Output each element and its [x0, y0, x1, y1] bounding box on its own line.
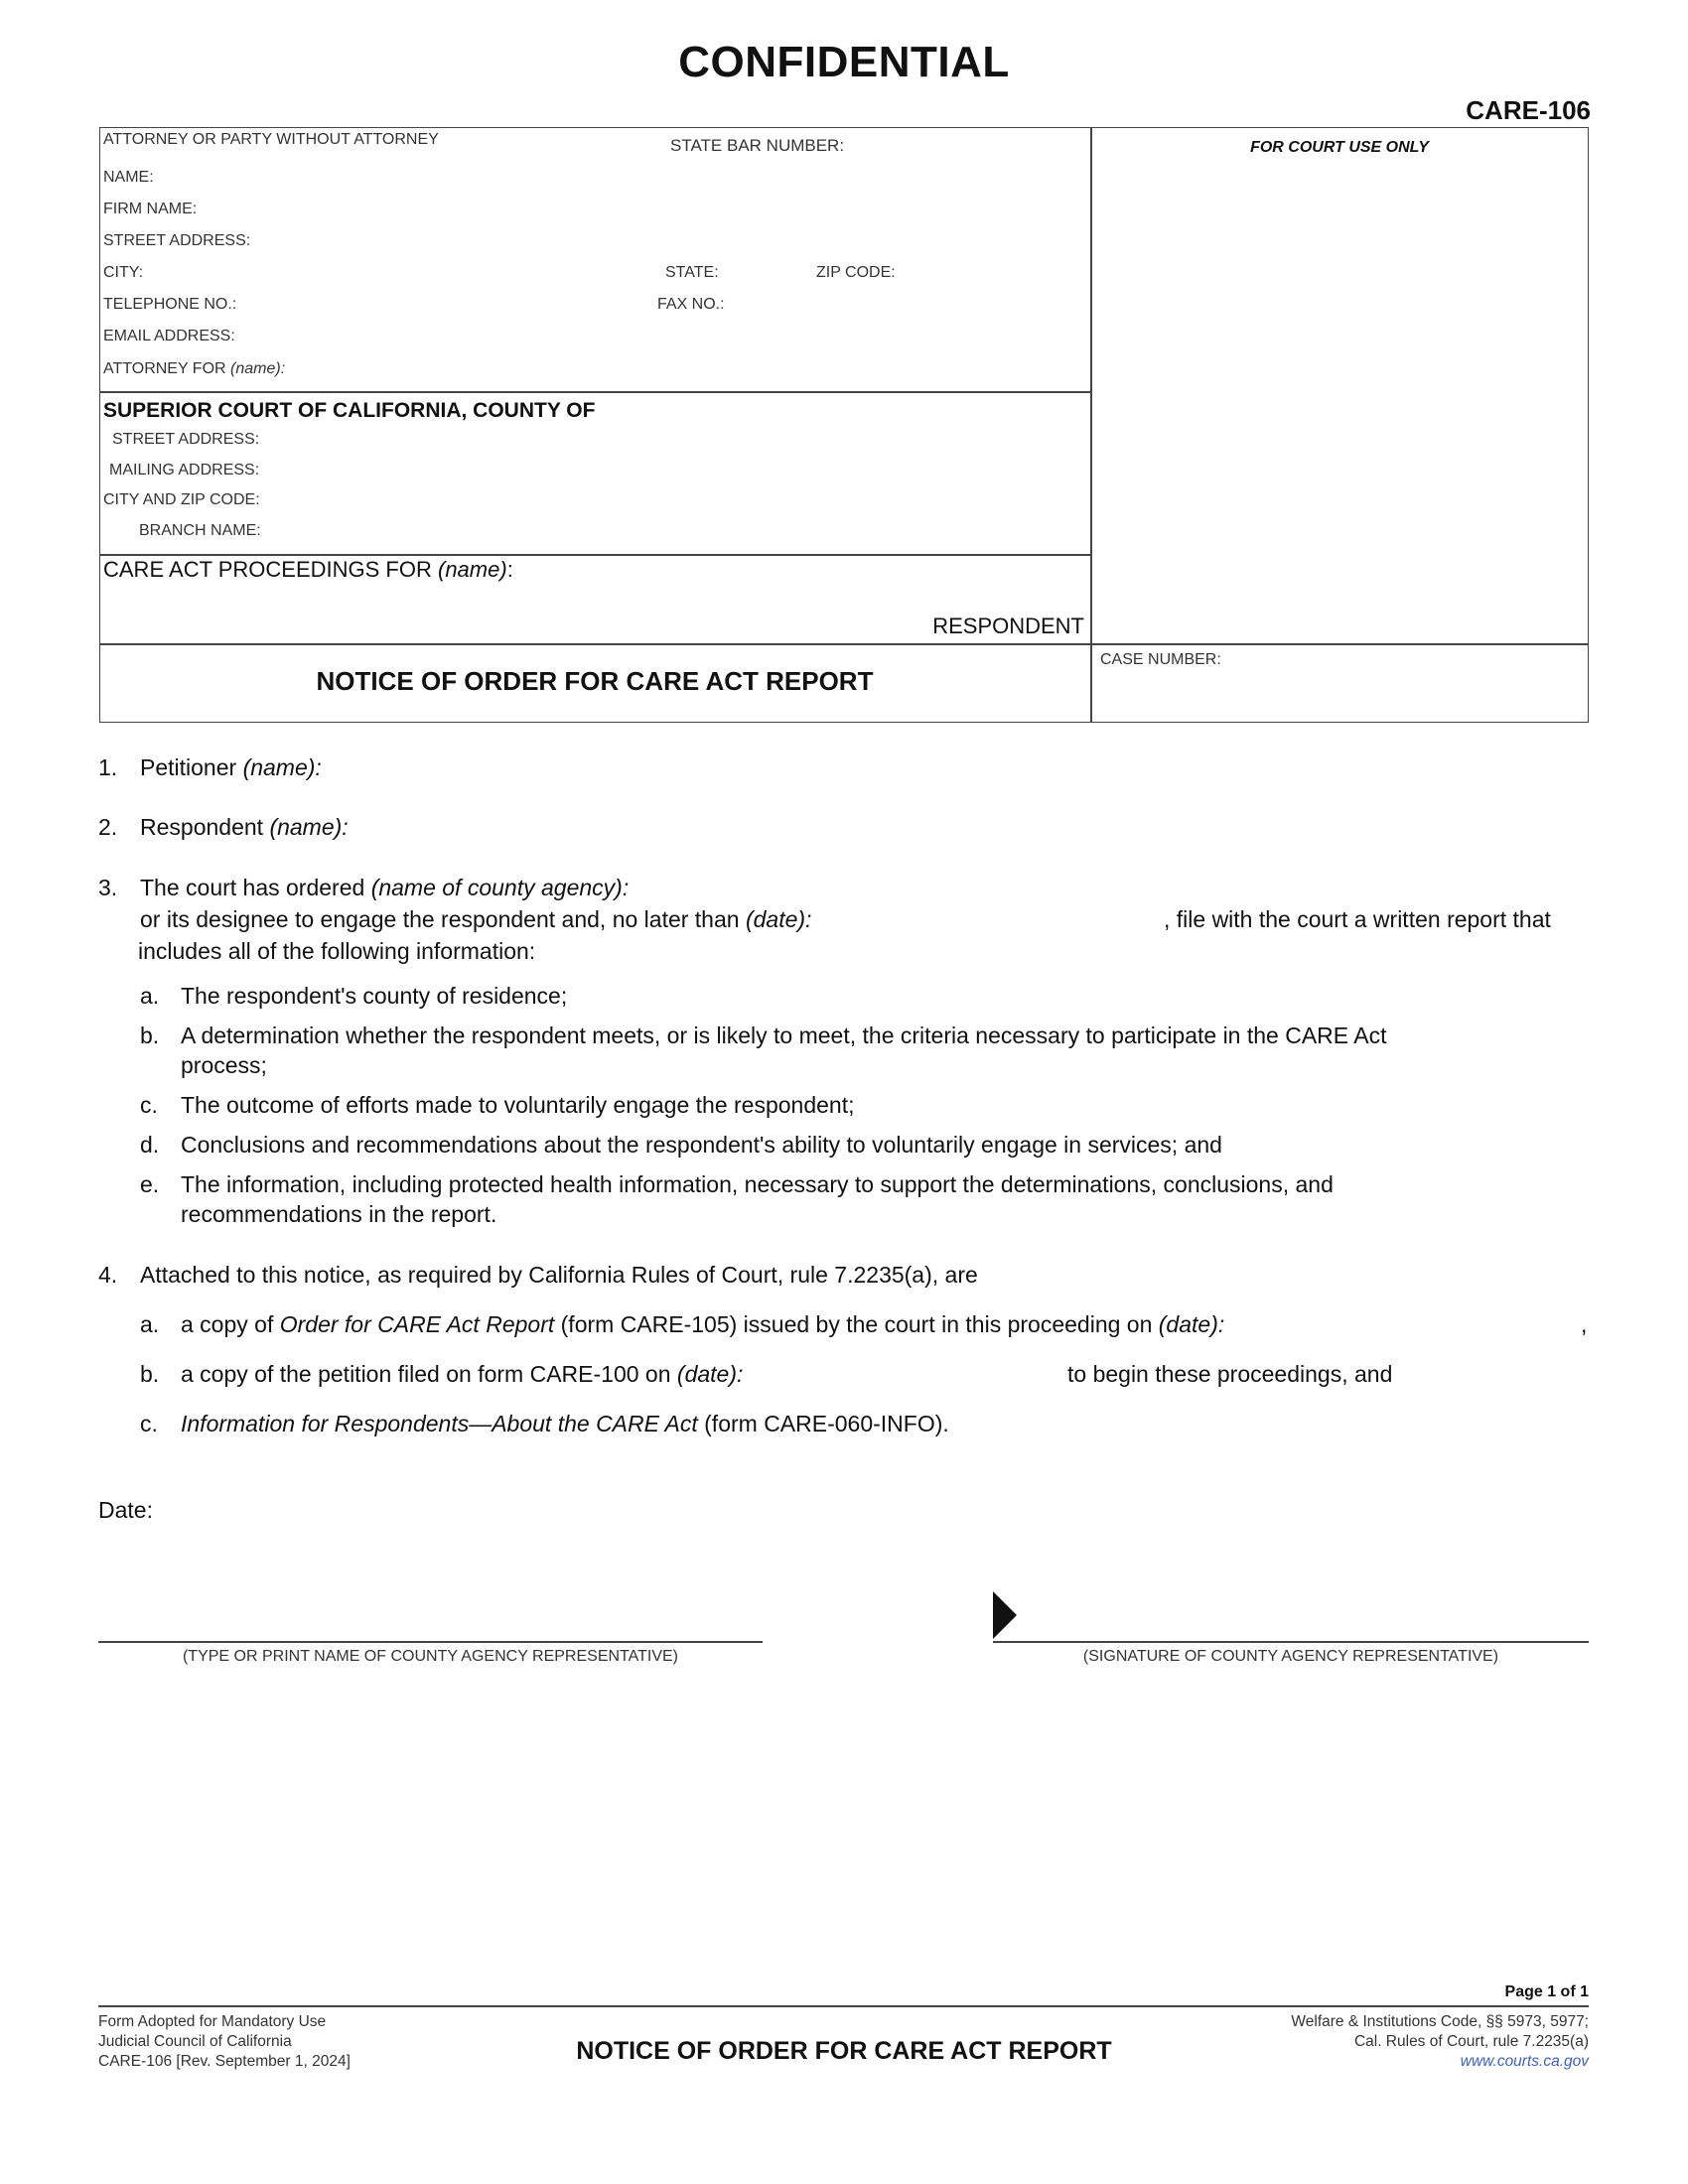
item-3c-letter: c. [140, 1092, 158, 1118]
attorney-for-hint: (name): [230, 360, 286, 377]
signature-caption: (SIGNATURE OF COUNTY AGENCY REPRESENTATIVE) [1082, 1648, 1499, 1665]
proceedings-colon: : [506, 557, 513, 582]
proceedings-label: CARE ACT PROCEEDINGS FOR [103, 557, 432, 582]
item-2 [140, 814, 349, 841]
item-4-number: 4. [98, 1262, 118, 1288]
email-label: EMAIL ADDRESS: [103, 328, 235, 344]
footer-right [1291, 2012, 1589, 2072]
footer-rule [98, 2005, 1589, 2007]
telephone-label: TELEPHONE NO.: [103, 296, 237, 313]
item-3e-text-1: The information, including protected health information, necessary to support the determinations, conclusions, and [181, 1171, 1334, 1197]
item-3b-text-1: A determination whether the respondent meets, or is likely to meet, the criteria necessary to participate in the CARE Act [181, 1023, 1387, 1048]
firm-name-label: FIRM NAME: [103, 201, 198, 217]
case-number-label: CASE NUMBER: [1100, 651, 1221, 668]
footer-left-line-1: Form Adopted for Mandatory Use [98, 2013, 327, 2030]
item-3b-text-2: process; [181, 1052, 267, 1078]
name-signature-line [98, 1641, 763, 1643]
court-use-label: FOR COURT USE ONLY [1250, 139, 1429, 156]
item-4c-letter: c. [140, 1411, 158, 1436]
item-4a-form-title: Order for CARE Act Report [279, 1311, 555, 1337]
vertical-divider [1090, 127, 1092, 723]
item-3c-text: The outcome of efforts made to voluntarily engage the respondent; [181, 1092, 855, 1118]
attorney-for-text: ATTORNEY FOR [103, 360, 226, 377]
item-4b-pre: a copy of the petition filed on form CARE-100 on [181, 1361, 671, 1387]
item-3b-letter: b. [140, 1023, 160, 1048]
item-4b-post: to begin these proceedings, and [1067, 1361, 1393, 1387]
street-address-label: STREET ADDRESS: [103, 232, 251, 249]
item-2-number: 2. [98, 814, 118, 840]
item-3a-letter: a. [140, 983, 160, 1009]
item-3e-letter: e. [140, 1171, 160, 1197]
proceedings-hint: (name) [438, 557, 507, 582]
item-2-text: Respondent [140, 814, 264, 840]
footer-left-line-3: CARE-106 [Rev. September 1, 2024] [98, 2053, 351, 2070]
item-4a-letter: a. [140, 1311, 160, 1337]
date-label: Date: [98, 1497, 153, 1523]
item-4b-date-hint: (date): [676, 1361, 744, 1387]
item-4a-pre: a copy of [181, 1311, 274, 1337]
item-4b [181, 1361, 743, 1388]
form-number: CARE-106 [1466, 95, 1591, 125]
item-4c [181, 1411, 949, 1437]
attorney-heading: ATTORNEY OR PARTY WITHOUT ATTORNEY [103, 131, 439, 148]
court-branch-label: BRANCH NAME: [139, 522, 261, 539]
item-3-line-2 [140, 906, 811, 933]
page-indicator: Page 1 of 1 [1504, 1983, 1589, 2000]
confidential-heading: CONFIDENTIAL [678, 38, 1010, 86]
court-mailing-label: MAILING ADDRESS: [109, 462, 260, 478]
item-3e-text-2: recommendations in the report. [181, 1201, 497, 1227]
item-3-line-2-end: , file with the court a written report that [1164, 906, 1551, 932]
item-4a [181, 1311, 1224, 1338]
signature-arrow-icon [993, 1591, 1017, 1639]
footer-title: NOTICE OF ORDER FOR CARE ACT REPORT [576, 2037, 1112, 2065]
item-1-text: Petitioner [140, 754, 237, 780]
item-1-hint: (name): [242, 754, 322, 780]
item-4c-form-title: Information for Respondents—About the CARE Act [181, 1411, 698, 1436]
item-3-text: The court has ordered [140, 875, 365, 900]
court-street-label: STREET ADDRESS: [112, 431, 260, 448]
footer-right-line-1: Welfare & Institutions Code, §§ 5973, 5977; [1291, 2013, 1589, 2030]
item-3a-text: The respondent's county of residence; [181, 983, 568, 1009]
footer-left-line-2: Judicial Council of California [98, 2033, 292, 2050]
fax-label: FAX NO.: [657, 296, 725, 313]
item-1 [140, 754, 322, 781]
item-3-line-2-text: or its designee to engage the respondent and, no later than [140, 906, 740, 932]
name-label: NAME: [103, 169, 154, 186]
item-4a-post: (form CARE-105) issued by the court in this proceeding on [560, 1311, 1153, 1337]
item-3d-text: Conclusions and recommendations about the respondent's ability to voluntarily engage in services; and [181, 1132, 1222, 1158]
item-4b-letter: b. [140, 1361, 160, 1387]
divider-title [99, 643, 1589, 645]
item-4c-post: (form CARE-060-INFO). [704, 1411, 949, 1436]
item-3-line-3: includes all of the following information: [138, 938, 536, 964]
caption-box [99, 127, 1589, 723]
item-3d-letter: d. [140, 1132, 160, 1158]
item-1-number: 1. [98, 754, 118, 780]
item-4a-date-hint: (date): [1158, 1311, 1225, 1337]
signature-line [993, 1641, 1589, 1643]
court-heading: SUPERIOR COURT OF CALIFORNIA, COUNTY OF [103, 399, 596, 422]
divider-court-caption [99, 554, 1091, 556]
city-label: CITY: [103, 264, 144, 281]
divider-attorney-court [99, 391, 1091, 393]
item-2-hint: (name): [269, 814, 349, 840]
proceedings-caption [103, 557, 513, 583]
item-4-text: Attached to this notice, as required by California Rules of Court, rule 7.2235(a), are [140, 1262, 978, 1288]
form-title: NOTICE OF ORDER FOR CARE ACT REPORT [316, 666, 874, 696]
item-3-line-1 [140, 875, 629, 901]
court-city-zip-label: CITY AND ZIP CODE: [103, 491, 260, 508]
state-label: STATE: [665, 264, 719, 281]
attorney-for-label [103, 360, 285, 378]
zip-label: ZIP CODE: [816, 264, 896, 281]
footer-right-line-2: Cal. Rules of Court, rule 7.2235(a) [1353, 2033, 1589, 2050]
courts-website-link[interactable]: www.courts.ca.gov [1460, 2053, 1589, 2070]
item-3-hint: (name of county agency): [370, 875, 630, 900]
item-3-date-hint: (date): [745, 906, 812, 932]
respondent-label: RESPONDENT [932, 614, 1084, 638]
item-4a-comma: , [1581, 1311, 1588, 1337]
item-3-number: 3. [98, 875, 118, 900]
state-bar-label: STATE BAR NUMBER: [670, 136, 845, 155]
name-caption: (TYPE OR PRINT NAME OF COUNTY AGENCY REPRESENTATIVE) [182, 1648, 679, 1665]
